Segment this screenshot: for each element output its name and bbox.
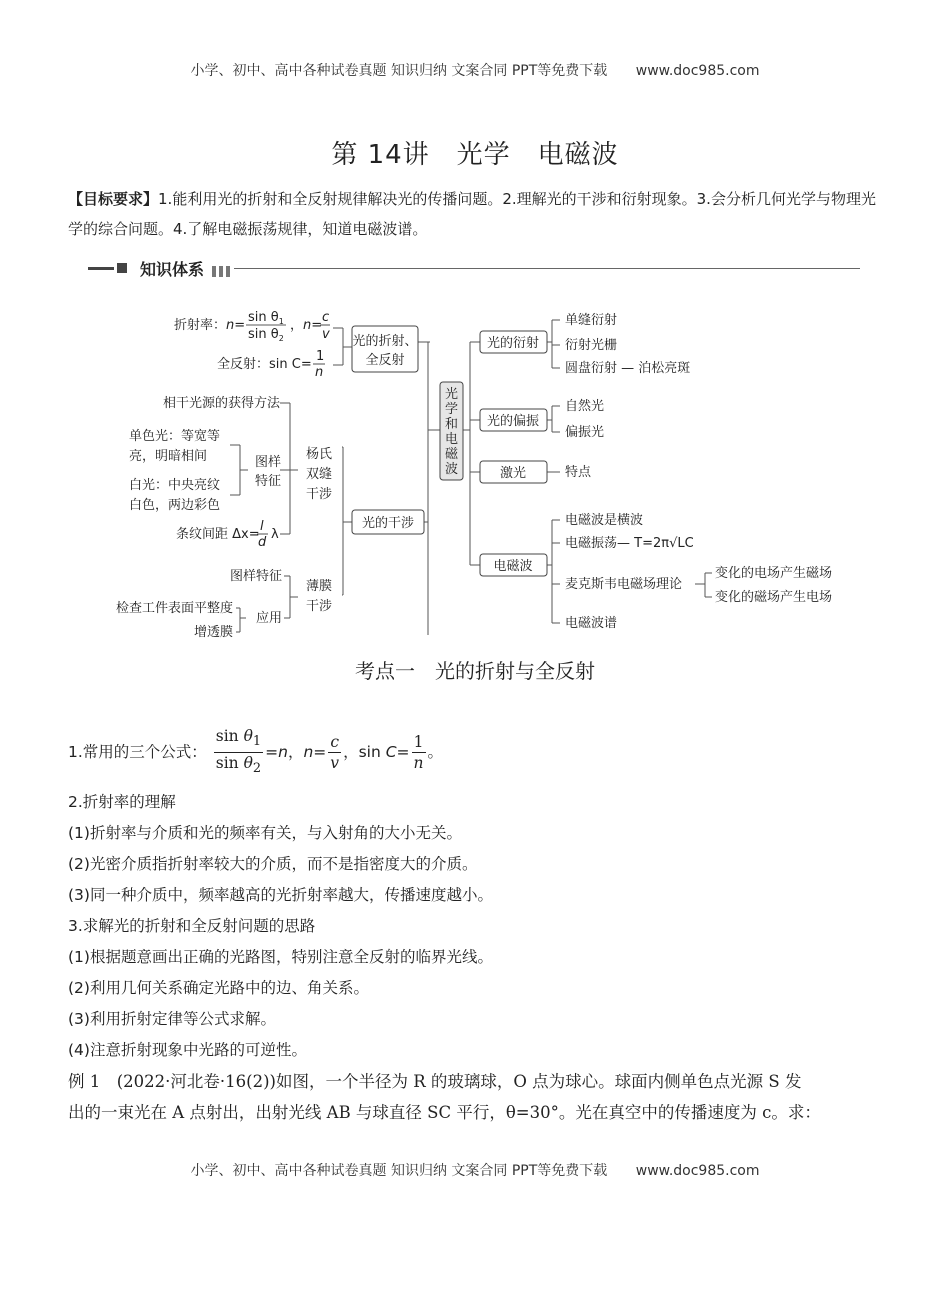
film-2: 干涉: [305, 599, 333, 614]
header-url[interactable]: www.doc985.com: [635, 63, 760, 79]
diffraction-item-2: 衍射光栅: [565, 338, 618, 353]
refr-index-label: 折射率：: [174, 318, 227, 333]
page-title: 第 14讲 光学 电磁波: [331, 140, 619, 170]
white-line1: 白光：中央亮纹: [129, 478, 221, 493]
goal-text: 1.能利用光的折射和全反射规律解决光的传播问题。2.理解光的干涉和衍射现象。3.会分析几何光学与物理光学的综合问题。4.了解电磁振荡规律，知道电磁波谱。: [68, 190, 876, 238]
refr-den: $\sin \theta_2$: [248, 327, 284, 343]
fringe-lambda: λ: [271, 527, 279, 542]
em-item-1: 电磁波是横波: [565, 513, 644, 528]
formula-sin-ratio: $\frac{\sin \theta_1}{\sin \theta_2}$: [215, 727, 262, 777]
header-text: 小学、初中、高中各种试卷真题 知识归纳 文案合同 PPT等免费下载: [190, 63, 608, 79]
fringe-spacing: 条纹间距 Δx=: [176, 527, 260, 542]
para-9: (3)利用折射定律等公式求解。: [68, 1010, 276, 1028]
center-char-5: 磁: [444, 447, 459, 462]
formula-label: 1.常用的三个公式：: [68, 743, 207, 762]
maxwell-item-1: 变化的电场产生磁场: [715, 566, 833, 581]
em-item-4: 电磁波谱: [565, 616, 618, 631]
fringe-l: l: [260, 519, 264, 534]
refr-c: c: [322, 310, 330, 325]
em-box: 电磁波: [493, 559, 533, 574]
total-refl-num: 1: [316, 349, 325, 364]
para-3: (1)折射率与介质和光的频率有关，与入射角的大小无关。: [68, 824, 462, 842]
total-refl-den: n: [315, 365, 324, 380]
formula-c-over-v: $\frac{c}{v}$: [330, 733, 340, 773]
formula-line: 1.常用的三个公式： $\frac{\sin \theta_1}{\sin \theta_2}$ =n，n= $\frac{c}{v}$ ，sin C= $\frac{1}{n}$ 。: [68, 726, 888, 779]
center-char-3: 和: [444, 417, 459, 432]
refr-n: n=: [226, 318, 246, 333]
application: 应用: [255, 611, 282, 626]
para-8: (2)利用几何关系确定光路中的边、角关系。: [68, 979, 369, 997]
laser-item: 特点: [565, 465, 592, 480]
flatness: 检查工件表面平整度: [115, 601, 233, 616]
refraction-box-line1: 光的折射、: [352, 334, 418, 349]
maxwell-item-2: 变化的磁场产生电场: [715, 590, 833, 605]
para-7: (1)根据题意画出正确的光路图，特别注意全反射的临界光线。: [68, 948, 493, 966]
film-1: 薄膜: [305, 579, 333, 594]
em-item-2: 电磁振荡— T=2π√LC: [565, 536, 694, 551]
center-char-1: 光: [444, 387, 459, 402]
young-1: 杨氏: [305, 447, 333, 462]
laser-box: 激光: [499, 466, 527, 481]
refr-n2: n=: [303, 318, 323, 333]
example-line-2: 出的一束光在 A 点射出，出射光线 AB 与球直径 SC 平行，θ=30°。光在真空中的传播速度为 c。求：: [68, 1103, 821, 1122]
refr-comma: ，: [290, 318, 304, 333]
goal-label: 【目标要求】: [68, 190, 159, 208]
diffraction-item-1: 单缝衍射: [565, 313, 618, 328]
para-2: 2.折射率的理解: [68, 793, 176, 811]
knowledge-heading-bar: [88, 257, 860, 279]
polarization-item-2: 偏振光: [565, 425, 605, 440]
formula-one-over-n: $\frac{1}{n}$: [413, 733, 424, 773]
diffraction-item-3: 圆盘衍射 — 泊松亮斑: [565, 361, 691, 376]
goal-block: [68, 184, 888, 244]
white-line2: 白色，两边彩色: [129, 498, 221, 513]
footer-url[interactable]: www.doc985.com: [635, 1163, 760, 1179]
center-char-6: 波: [444, 462, 459, 477]
antireflect: 增透膜: [193, 625, 233, 640]
mono-line2: 亮，明暗相间: [129, 449, 208, 464]
refraction-box-line2: 全反射: [365, 353, 405, 368]
polarization-box: 光的偏振: [486, 414, 540, 429]
para-6: 3.求解光的折射和全反射问题的思路: [68, 917, 316, 935]
interference-box: 光的干涉: [361, 516, 415, 531]
pattern-features-2: 特征: [254, 474, 282, 489]
knowledge-heading: 知识体系: [140, 260, 205, 279]
para-4: (2)光密介质指折射率较大的介质，而不是指密度大的介质。: [68, 855, 478, 873]
footer-text: 小学、初中、高中各种试卷真题 知识归纳 文案合同 PPT等免费下载: [190, 1163, 608, 1179]
center-char-4: 电: [444, 432, 459, 447]
young-3: 干涉: [305, 487, 333, 502]
em-item-3: 麦克斯韦电磁场理论: [565, 577, 683, 592]
refr-num: $\sin \theta_1$: [248, 310, 284, 326]
polarization-item-1: 自然光: [565, 399, 605, 414]
pattern-features-1: 图样: [254, 455, 282, 470]
mono-line1: 单色光：等宽等: [129, 429, 221, 444]
para-5: (3)同一种介质中，频率越高的光折射率越大，传播速度越小。: [68, 886, 493, 904]
center-char-2: 学: [444, 402, 459, 417]
example-line-1: 例 1 (2022·河北卷·16(2))如图，一个半径为 R 的玻璃球，O 点为球心。球面内侧单色点光源 S 发: [68, 1072, 802, 1091]
page-header: [0, 60, 950, 80]
diffraction-box: 光的衍射: [486, 336, 540, 351]
knowledge-mindmap: [0, 290, 950, 640]
refr-v: v: [322, 327, 330, 342]
para-10: (4)注意折射现象中光路的可逆性。: [68, 1041, 307, 1059]
total-reflection-label: 全反射：sin C=: [217, 357, 312, 372]
page-footer: [0, 1160, 950, 1180]
fringe-d: d: [258, 535, 267, 550]
section-heading: 考点一 光的折射与全反射: [355, 659, 595, 683]
film-pattern: 图样特征: [229, 569, 282, 584]
coherent-source: 相干光源的获得方法: [162, 396, 280, 411]
young-2: 双缝: [305, 467, 333, 482]
